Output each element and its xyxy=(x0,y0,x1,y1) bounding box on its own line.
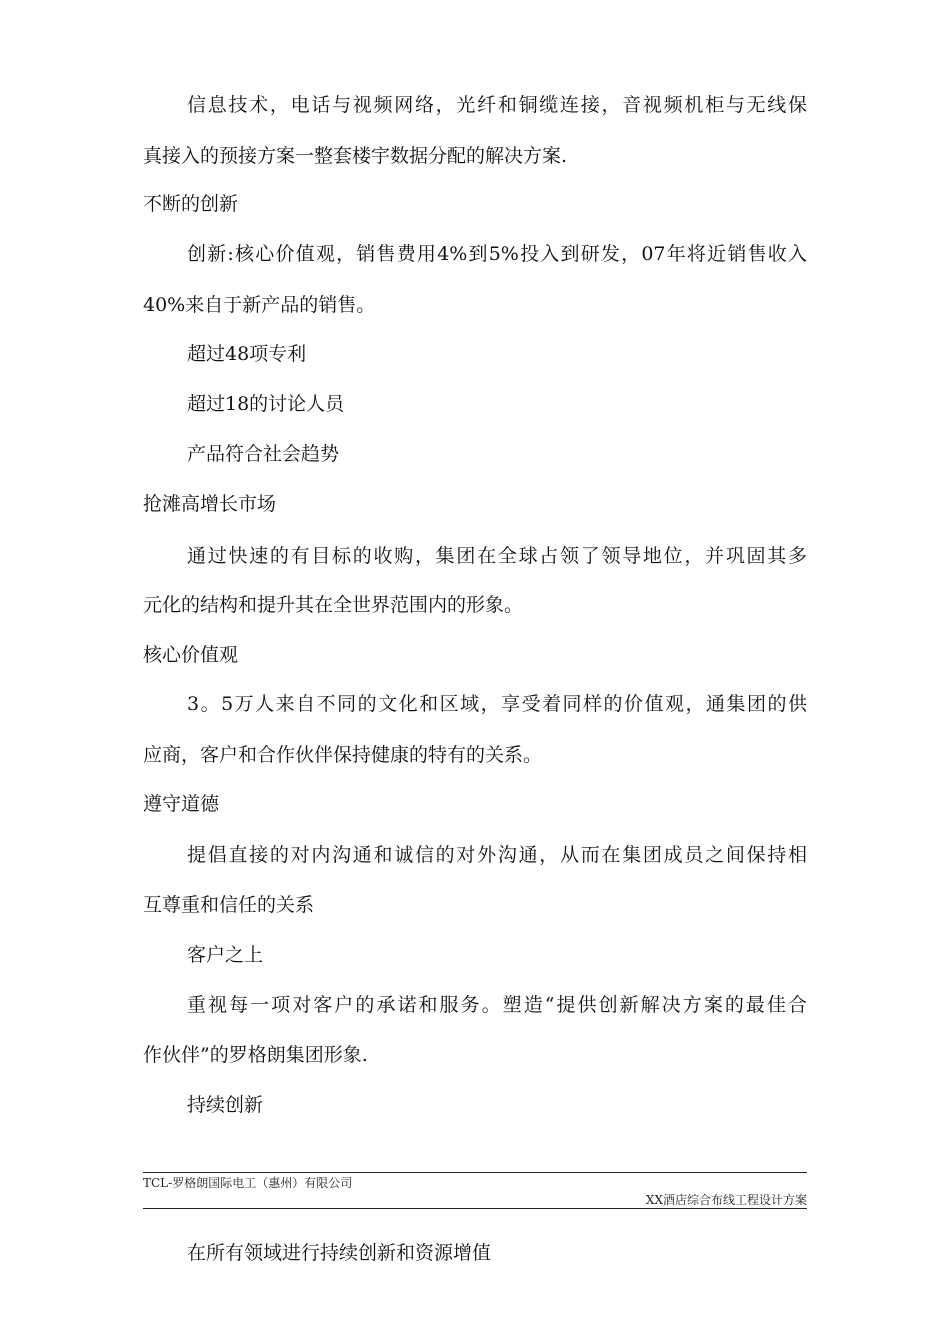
body-text-line: 通过快速的有目标的收购，集团在全球占领了领导地位，并巩固其多 xyxy=(187,545,807,567)
list-item: 超过18的讨论人员 xyxy=(187,393,345,415)
list-item: 超过48项专利 xyxy=(187,343,307,365)
footer-doc-title: XX酒店综合布线工程设计方案 xyxy=(645,1193,807,1207)
footer-bottom-rule xyxy=(143,1208,807,1209)
section-heading: 持续创新 xyxy=(187,1094,264,1116)
footer-company: TCL-罗格朗国际电工（惠州）有限公司 xyxy=(143,1176,353,1190)
body-text-line: 应商，客户和合作伙伴保持健康的特有的关系。 xyxy=(143,744,543,766)
body-text-line: 提倡直接的对内沟通和诚信的对外沟通，从而在集团成员之间保持相 xyxy=(187,844,807,866)
body-text-line: 40%来自于新产品的销售。 xyxy=(143,294,376,316)
list-item: 产品符合社会趋势 xyxy=(187,443,340,465)
body-text-line: 在所有领域进行持续创新和资源增值 xyxy=(187,1242,492,1264)
body-text-line: 真接入的预接方案一整套楼宇数据分配的解决方案. xyxy=(143,145,568,167)
body-text-line: 创新:核心价值观，销售费用4%到5%投入到研发，07年将近销售收入 xyxy=(187,243,807,265)
body-text-line: 互尊重和信任的关系 xyxy=(143,894,315,916)
body-text-line: 元化的结构和提升其在全世界范围内的形象。 xyxy=(143,594,524,616)
body-text-line: 信息技术，电话与视频网络，光纤和铜缆连接，音视频机柜与无线保 xyxy=(187,94,807,116)
section-heading: 客户之上 xyxy=(187,944,264,966)
section-heading: 不断的创新 xyxy=(143,193,239,215)
footer-top-rule xyxy=(143,1172,807,1173)
body-text-line: 3。5万人来自不同的文化和区域，享受着同样的价值观，通集团的供 xyxy=(187,693,807,715)
section-heading: 遵守道德 xyxy=(143,793,220,815)
body-text-line: 作伙伴”的罗格朗集团形象. xyxy=(143,1044,368,1066)
section-heading: 抢滩高增长市场 xyxy=(143,493,277,515)
section-heading: 核心价值观 xyxy=(143,644,239,666)
body-text-line: 重视每一项对客户的承诺和服务。塑造“提供创新解决方案的最佳合 xyxy=(187,994,807,1016)
